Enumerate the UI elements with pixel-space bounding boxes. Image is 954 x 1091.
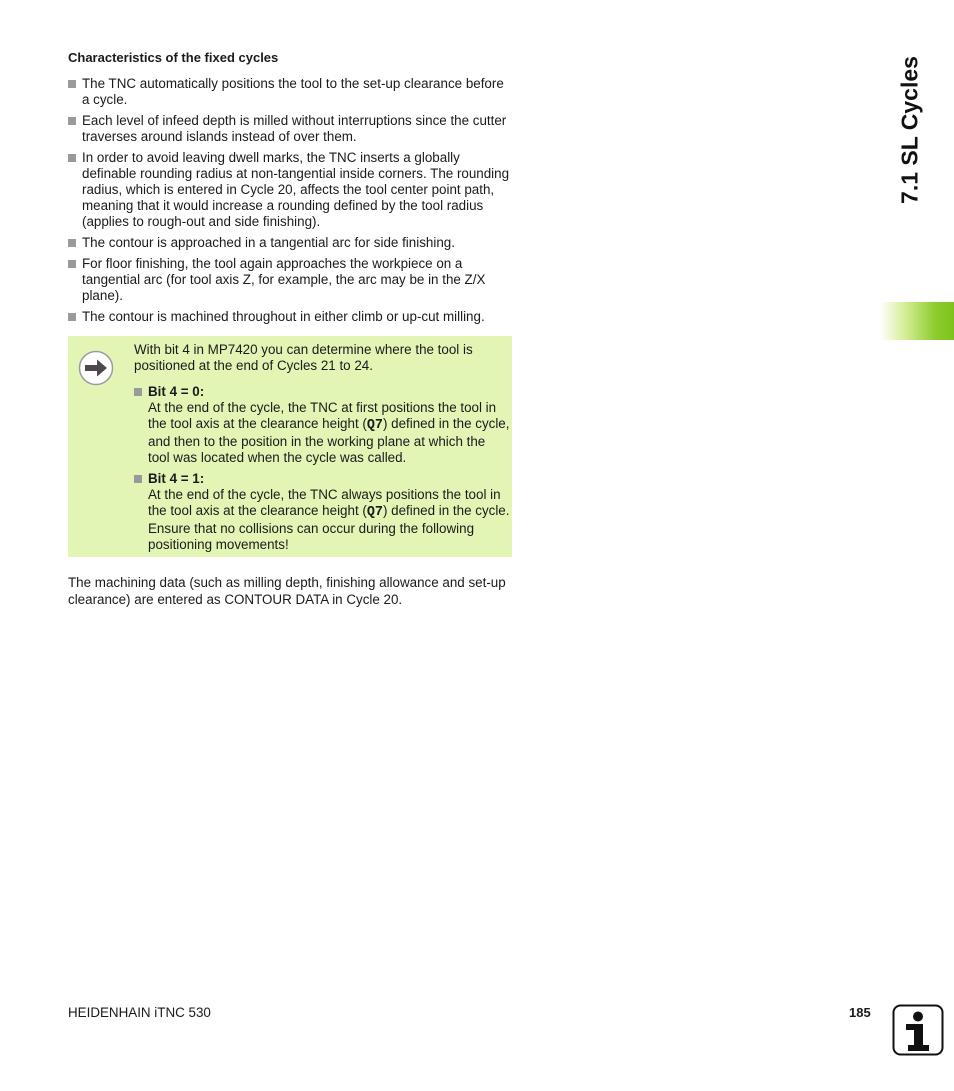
list-item bbox=[68, 256, 514, 304]
square-bullet-icon bbox=[134, 388, 142, 396]
square-bullet-icon bbox=[68, 260, 76, 268]
note-content bbox=[134, 342, 510, 558]
square-bullet-icon bbox=[68, 117, 76, 125]
list-item bbox=[68, 309, 514, 325]
bit-title: Bit 4 = 0: bbox=[148, 384, 205, 399]
body-paragraph: The machining data (such as milling depth, finishing allowance and set-up clearance) are entered as CONTOUR DATA in Cycle 20. bbox=[68, 575, 506, 607]
list-item-text: In order to avoid leaving dwell marks, the TNC inserts a globally definable rounding radius at non-tangential inside corners. The rounding radius, which is entered in Cycle 20, affects the tool center point path, meaning that it would increase a rounding defined by the tool radius (applies to rough-out and side finishing). bbox=[82, 150, 510, 229]
arrow-right-icon bbox=[78, 350, 114, 386]
note-box bbox=[68, 336, 512, 557]
bit-text: At the end of the cycle, the TNC always positions the tool in the tool axis at the clearance height ( bbox=[148, 487, 501, 518]
list-item-text: The contour is machined throughout in either climb or up-cut milling. bbox=[82, 309, 485, 324]
list-item bbox=[68, 150, 514, 230]
list-item-text: The TNC automatically positions the tool to the set-up clearance before a cycle. bbox=[82, 76, 504, 107]
bit-text: ) defined in the cycle. Ensure that no collisions can occur during the following positioning movements! bbox=[148, 503, 510, 552]
list-item-text: For floor finishing, the tool again approaches the workpiece on a tangential arc (for tool axis Z, for example, the arc may be in the Z/X plane). bbox=[82, 256, 486, 303]
list-item bbox=[68, 113, 514, 145]
chapter-title bbox=[880, 50, 940, 210]
list-item bbox=[134, 471, 510, 553]
chapter-title-text: 7.1 SL Cycles bbox=[896, 56, 923, 204]
list-item-text: The contour is approached in a tangential arc for side finishing. bbox=[82, 235, 455, 250]
square-bullet-icon bbox=[68, 239, 76, 247]
list-item bbox=[68, 235, 514, 251]
note-list bbox=[134, 384, 510, 553]
list-item-text: Each level of infeed depth is milled without interruptions since the cutter traverses around islands instead of over them. bbox=[82, 113, 507, 144]
list-item bbox=[134, 384, 510, 466]
square-bullet-icon bbox=[68, 313, 76, 321]
bit-text: At the end of the cycle, the TNC at first positions the tool in the tool axis at the clearance height ( bbox=[148, 400, 497, 431]
parameter-code: Q7 bbox=[366, 418, 383, 433]
parameter-code: Q7 bbox=[366, 505, 383, 520]
list-item bbox=[68, 76, 514, 108]
characteristics-list bbox=[68, 76, 514, 330]
bit-title: Bit 4 = 1: bbox=[148, 471, 205, 486]
section-heading: Characteristics of the fixed cycles bbox=[68, 50, 279, 65]
footer-product: HEIDENHAIN iTNC 530 bbox=[68, 1005, 211, 1020]
info-icon bbox=[892, 1004, 944, 1056]
chapter-tab bbox=[880, 302, 954, 340]
note-intro: With bit 4 in MP7420 you can determine where the tool is positioned at the end of Cycles 21 to 24. bbox=[134, 342, 473, 373]
square-bullet-icon bbox=[68, 80, 76, 88]
square-bullet-icon bbox=[68, 154, 76, 162]
page-number: 185 bbox=[849, 1005, 871, 1020]
bit-text: ) defined in the cycle, and then to the position in the working plane at which the tool was located when the cycle was called. bbox=[148, 416, 510, 465]
square-bullet-icon bbox=[134, 475, 142, 483]
